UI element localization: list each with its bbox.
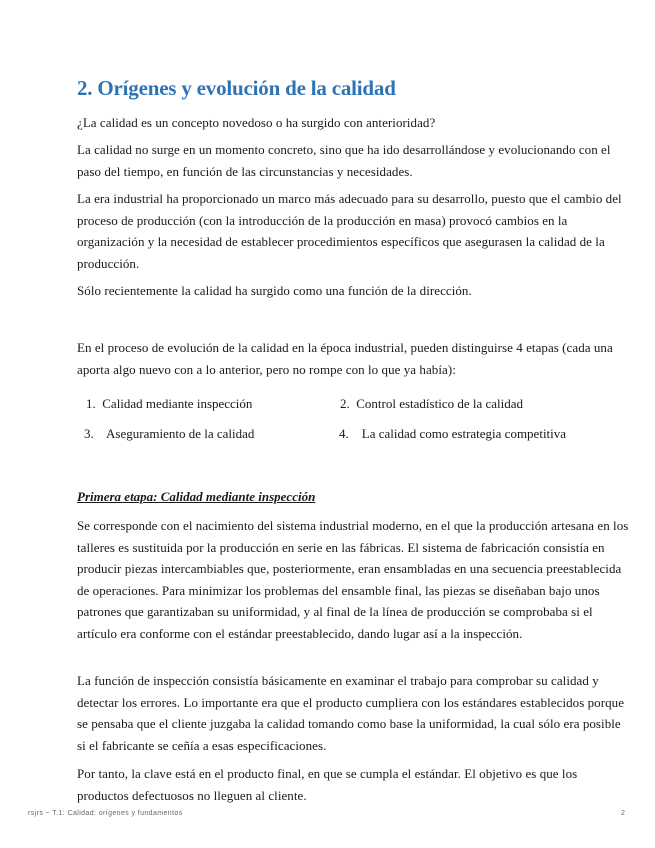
paragraph: En el proceso de evolución de la calidad en la época industrial, pueden distinguirse 4 etapas (cada una aporta algo nuevo con a lo anterior, pero no rompe con lo que ya había): [77,340,613,377]
list-item [86,395,252,413]
list-item-number: 3. [84,426,94,441]
list-item-label: Aseguramiento de la calidad [106,426,255,441]
list-item-number: 4. [339,426,349,441]
paragraph: Sólo recientemente la calidad ha surgido como una función de la dirección. [77,283,472,298]
paragraph: La calidad no surge en un momento concreto, sino que ha ido desarrollándose y evolucionando con el paso del tiempo, en función de las circunstancias y necesidades. [77,142,611,179]
list-item-label: Calidad mediante inspección [102,396,253,411]
subsection-heading: Primera etapa: Calidad mediante inspección [77,489,316,504]
list-item-label: La calidad como estrategia competitiva [361,426,567,441]
intro-question: ¿La calidad es un concepto novedoso o ha surgido con anterioridad? [77,115,436,130]
list-item-number: 2. [340,396,350,411]
list-item [340,395,523,413]
page-number: 2 [621,810,625,817]
section-title: 2. Orígenes y evolución de la calidad [77,76,396,100]
paragraph: Por tanto, la clave está en el producto final, en que se cumpla el estándar. El objetivo es que los productos defectuosos no lleguen al cliente. [77,766,578,803]
page-footer: rsjrs ~ T.1: Calidad: orígenes y fundamentos [28,810,183,817]
list-item-number: 1. [86,396,96,411]
list-item [84,425,254,443]
list-item-label: Control estadístico de la calidad [356,396,524,411]
paragraph: Se corresponde con el nacimiento del sistema industrial moderno, en el que la producción artesana en los talleres es sustituida por la producción en serie en las fábricas. El sistema de fabricación consistía en producir piezas intercambiables que, posteriormente, eran ensambladas en una secuencia preestablecida de operaciones. Para minimizar los problemas del ensamble final, las piezas se diseñaban bajo unos patrones que garantizaban su uniformidad, y al final de la línea de producción se comprobaba si el artículo era conforme con el estándar preestablecido, dando lugar así a la inspección. [77,518,629,641]
paragraph: La función de inspección consistía básicamente en examinar el trabajo para comprobar su calidad y detectar los errores. Lo importante era que el producto cumpliera con los estándares establecidos porque se pensaba que el cliente juzgaba la calidad tomando como base la uniformidad, la cual sólo era posible si el fabricante se ceñía a esas especificaciones. [77,673,625,753]
paragraph: La era industrial ha proporcionado un marco más adecuado para su desarrollo, puesto que el cambio del proceso de producción (con la introducción de la producción en masa) provocó cambios en la organización y la necesidad de establecer procedimientos específicos que asegurasen la calidad de la producción. [77,191,622,271]
list-item [339,425,566,443]
